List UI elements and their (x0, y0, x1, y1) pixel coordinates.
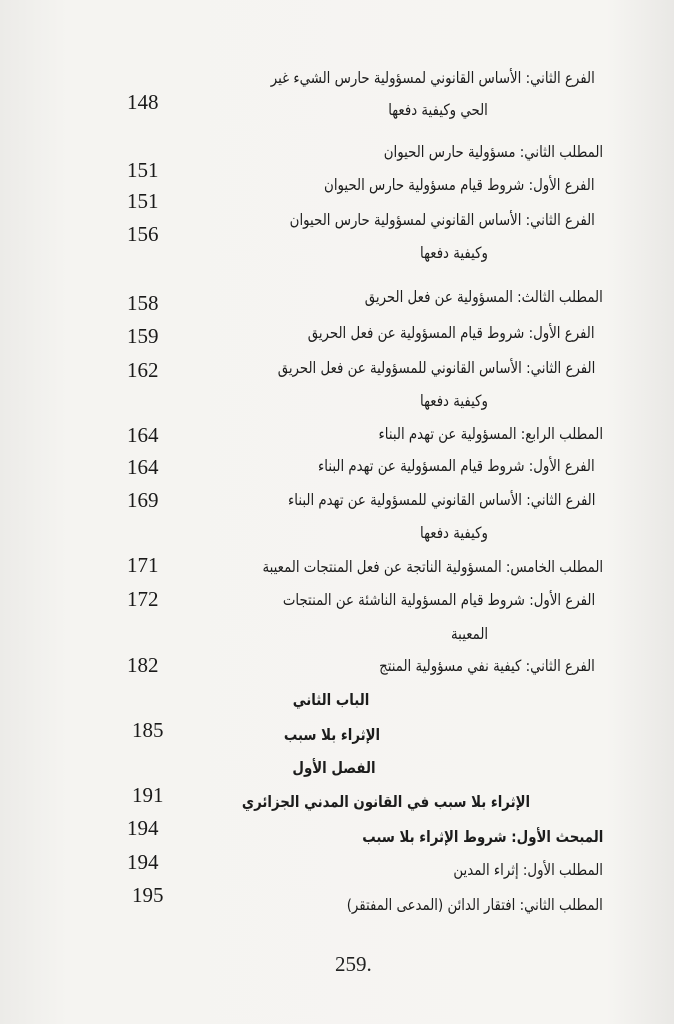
toc-entry-fara: الفرع الثاني: الأساس القانوني لمسؤولية حارس الحيوان (289, 211, 595, 229)
toc-page-number: 194 (127, 816, 159, 840)
toc-page-number: 151 (127, 158, 159, 182)
toc-entry-heading: الباب الثاني (292, 691, 370, 709)
toc-entry-fara: الفرع الثاني: الأساس القانوني للمسؤولية عن تهدم البناء (287, 491, 595, 509)
toc-page-number: 171 (127, 553, 159, 577)
toc-page-number: 151 (127, 189, 159, 213)
toc-page-number: 148 (127, 90, 159, 114)
toc-entry-fara: الفرع الأول: شروط قيام المسؤولية عن فعل الحريق (308, 324, 595, 342)
toc-entry-fara: الفرع الثاني: الأساس القانوني للمسؤولية عن فعل الحريق (277, 359, 595, 377)
toc-entry-matlab: المطلب الثاني: مسؤولية حارس الحيوان (383, 143, 603, 161)
toc-entry-fara: الفرع الأول: شروط قيام المسؤولية عن تهدم البناء (318, 457, 595, 475)
toc-entry-heading: الفصل الأول (292, 759, 376, 777)
toc-page-number: 182 (127, 653, 159, 677)
toc-page-number: 164 (127, 423, 159, 447)
toc-entry-matlab: المطلب الخامس: المسؤولية الناتجة عن فعل المنتجات المعيبة (262, 558, 603, 576)
toc-page-number: 194 (127, 850, 159, 874)
toc-page-number: 164 (127, 455, 159, 479)
toc-page-number: 185 (132, 718, 164, 742)
toc-page-number: 158 (127, 291, 159, 315)
toc-entry-cont: المعيبة (450, 625, 488, 643)
toc-page-number: 159 (127, 324, 159, 348)
toc-entry-matlab: المطلب الثالث: المسؤولية عن فعل الحريق (364, 288, 603, 306)
toc-entry-heading: الإثراء بلا سبب في القانون المدني الجزائري (241, 793, 531, 811)
toc-entry-fara: الفرع الثاني: كيفية نفي مسؤولية المنتج (379, 657, 595, 675)
page-number: 259. (335, 952, 372, 976)
toc-entry-fara: الفرع الثاني: الأساس القانوني لمسؤولية حارس الشيء غير (270, 69, 595, 87)
toc-page-number: 195 (132, 883, 164, 907)
toc-page-number: 156 (127, 222, 159, 246)
toc-entry-fara: الفرع الأول: شروط قيام المسؤولية الناشئة عن المنتجات (282, 591, 595, 609)
toc-page-number: 169 (127, 488, 159, 512)
toc-entry-matlab: المطلب الثاني: افتقار الدائن (المدعى المفتقر) (346, 896, 603, 914)
toc-entry-cont: الحي وكيفية دفعها (388, 101, 488, 119)
toc-page-number: 162 (127, 358, 159, 382)
toc-entry-matlab: المطلب الأول: إثراء المدين (453, 861, 603, 879)
toc-entry-mabhath: المبحث الأول: شروط الإثراء بلا سبب (361, 828, 603, 846)
toc-entry-cont: وكيفية دفعها (420, 244, 488, 262)
toc-entry-fara: الفرع الأول: شروط قيام مسؤولية حارس الحيوان (324, 176, 595, 194)
toc-entry-heading: الإثراء بلا سبب (283, 726, 381, 744)
toc-entry-cont: وكيفية دفعها (420, 524, 488, 542)
toc-page-number: 191 (132, 783, 164, 807)
toc-entry-matlab: المطلب الرابع: المسؤولية عن تهدم البناء (378, 425, 603, 443)
toc-entry-cont: وكيفية دفعها (420, 392, 488, 410)
toc-page-number: 172 (127, 587, 159, 611)
